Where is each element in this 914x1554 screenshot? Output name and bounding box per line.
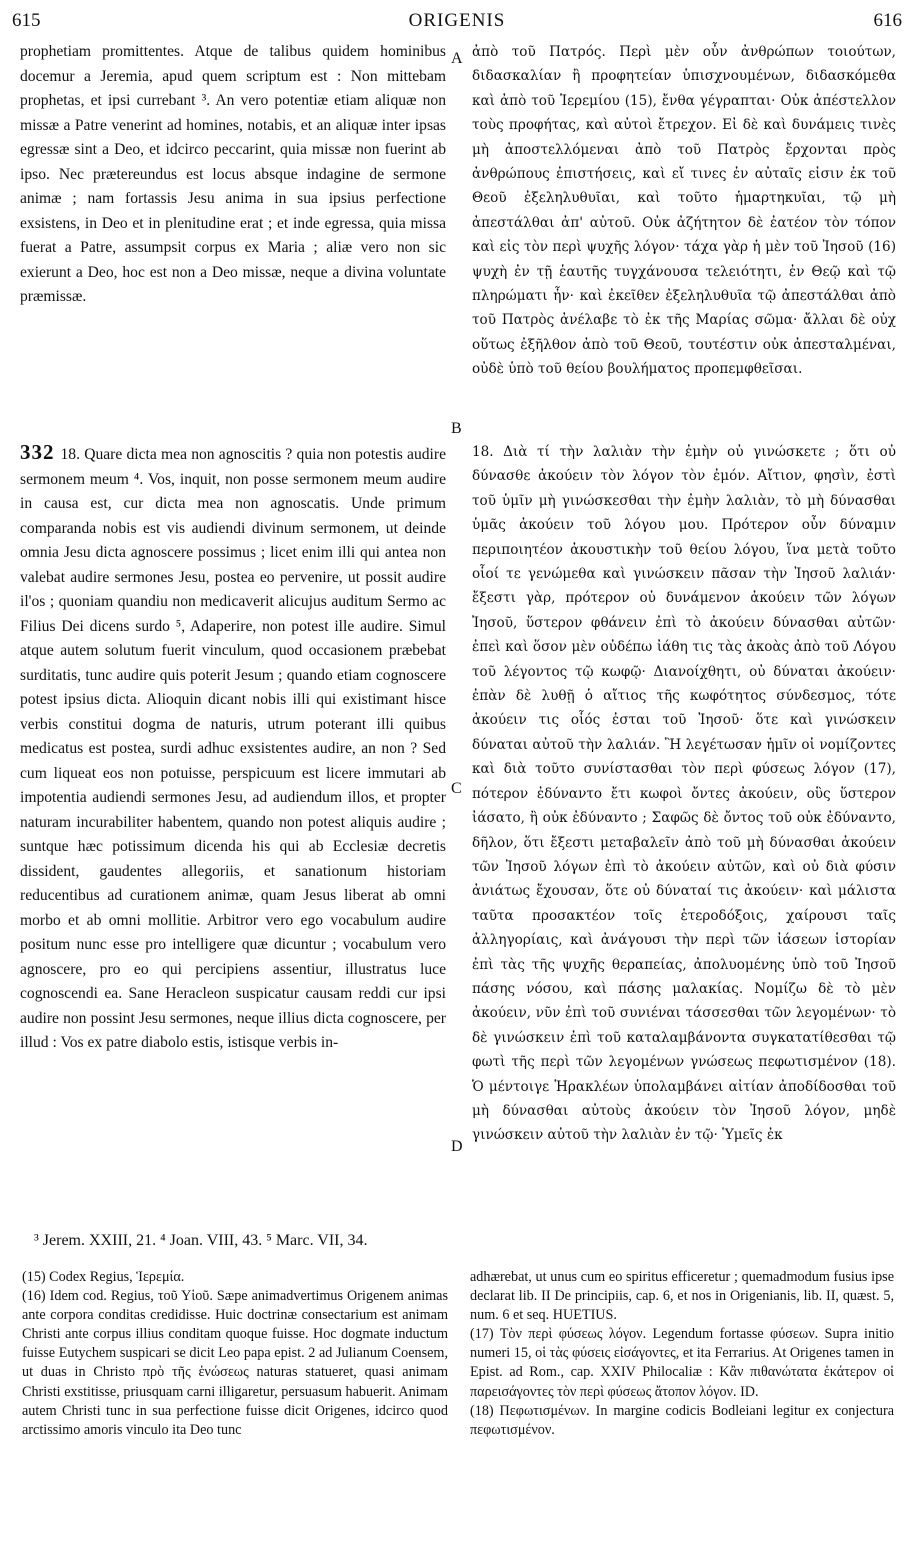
greek-paragraph-18: 18. Διὰ τί τὴν λαλιὰν τὴν ἐμὴν οὐ γινώσκετε ; ὅτι οὐ δύνασθε ἀκούειν τὸν λόγον τὸν ἐμόν. Αἴτιον, φησὶν, ἐστὶ τοῦ ὑμῖν μὴ γινώσκεσθαι τὴν ἐμὴν λαλιὰν, τὸ μὴ δύνασθαι ὑμᾶς ἀκούειν τοῦ λόγου μου. Πρότερον οὖν δύναμιν περιποιητέον ἀκουστικὴν τοῦ θείου λόγου, ἵνα μετὰ τοῦτο οἷοί τε γενώμεθα καὶ γινώσκειν πᾶσαν τὴν Ἰησοῦ λαλιάν· ἔξεστι γὰρ, πρότερον οὐ δυνάμενον ἀκούειν τῶν λόγων Ἰησοῦ, ὕστερον φθάνειν ἐπὶ τὸ ἀκούειν δύνασθαι αὐτῶν· ἐπεὶ καὶ ὅσον μὲν οὐδέπω ἰάθη τις τὰς ἀκοὰς ἀπὸ τοῦ Λόγου τοῦ λέγοντος τῷ κωφῷ· Διανοίχθητι, οὐ δύναται ἀκούειν· ἐπὰν δὲ λυθῇ ὁ αἴτιος τῆς κωφότητος σύνδεσμος, τότε ἀκούειν τις οἷός ἐσται τοῦ Ἰησοῦ· ὅτε καὶ γινώσκειν δύναται αὐτοῦ τὴν λαλιάν. Ἢ λεγέτωσαν ἡμῖν οἱ νομίζοντες καὶ διὰ τοῦτο συνίστασθαι τὸν περὶ φύσεως λόγον (17), πότερον ἐδύναντο ἔτι κωφοὶ ὄντες ἀκούειν, οὓς ὕστερον ἰάσατο, ἢ οὐκ ἐδύναντο ; Σαφῶς δὲ ὄντος τοῦ οὐκ ἐδύναντο, δῆλον, ὅτι ἔξεστι μεταβαλεῖν ἀπὸ τοῦ μὴ δύνασθαι ἀκούειν τῶν Ἰησοῦ λόγων ἐπὶ τὸ ἀκούειν αὐτῶν, καὶ οὐ διὰ φύσιν ἀνιάτως ἔχουσαν, ὅτε οὐ δύναταί τις ἀκούειν· καὶ μάλιστα ταῦτα προσακτέον τοῖς ἑτεροδόξοις, χαίρουσι ταῖς ἀλληγορίαις, καὶ ἀνάγουσι τὴν περὶ τῶν ἰάσεων ἱστορίαν ἐπὶ τὰς τῆς ψυχῆς θεραπείας, ἀπολυομένης ὑπὸ τοῦ Ἰησοῦ πάσης νόσου, καὶ πάσης μαλακίας. Νομίζω δὲ τὸ μὲν ἀκούειν, νῦν ἐπὶ τοῦ συνιέναι τάσσεσθαι τῶν λεγομένων· τὸ δὲ γινώσκειν ἐπὶ τοῦ καταλαμβάνοντα συγκατατίθεσθαι τῷ φωτὶ τῆς περὶ τῶν λεγομένων γνώσεως πεφωτισμένον (18). Ὁ μέντοιγε Ἡρακλέων ὑπολαμβάνει αἰτίαν ἀποδίδοσθαι τοῦ μὴ δύνασθαι αὐτοὺς ἀκούειν τὸν Ἰησοῦ λόγον, μηδὲ γινώσκειν αὐτοῦ τὴν λαλιὰν ἐν τῷ· Ὑμεῖς ἐκ (472, 444, 896, 1144)
latin-column-part-1 (20, 40, 446, 310)
margin-letter-a: A (451, 50, 463, 67)
footnotes-right-column (470, 1268, 894, 1440)
footnote-18: (18) Πεφωτισμένων. In margine codicis Bodleiani legitur ex conjectura πεφωτισμένον. (470, 1402, 894, 1438)
footnote-16: (16) Idem cod. Regius, τοῦ Υἱοῦ. Sæpe animadvertimus Origenem animas ante corpora conditas credidisse. Huic doctrinæ consectarium est animam Christi ante corpus illius conditam quoque fuisse. Hoc dogmate inductum fuisse Eutychem suspicari se dicit Leo papa epist. 2 ad Julianum Coensem, ut duas in Christo πρὸ τῆς ἑνώσεως naturas statueret, quasi animam Christi exstitisse, priusquam carni illigaretur, persuasum habuerit. Animam autem Christi tunc in sua perfectione fuisse dicit Origenes, idcirco quod arctissimo amoris vinculo ita Deo tunc (22, 1288, 448, 1438)
page-title: ORIGENIS (408, 10, 506, 31)
greek-paragraph-1: ἀπὸ τοῦ Πατρός. Περὶ μὲν οὖν ἀνθρώπων τοιούτων, διδασκαλίαν ἢ προφητείαν ὑπισχνουμένων, διδασκόμεθα καὶ ἀπὸ τοῦ Ἱερεμίου (15), ἔνθα γέγραπται· Οὐκ ἀπέστελλον τοὺς προφήτας, καὶ αὐτοὶ ἔτρεχον. Εἰ δὲ καὶ δυνάμεις τινὲς μὴ ἀποστελλόμεναι ἀπὸ τοῦ Πατρὸς ἔρχονται πρὸς ἀνθρώπους ἐπιστήσεις, καὶ εἴ τινες ἐν αὐταῖς εἰσιν ἐκ τοῦ Θεοῦ ἐξεληλυθυῖαι, καὶ τοῦτο ἡμαρτηκυῖαι, τῷ μὴ ἀπεστάλθαι ἀπ' αὐτοῦ. Οὐκ ἀζήτητον δὲ ἐατέον τὸν τόπον καὶ εἰς τὸν περὶ ψυχῆς λόγον· τάχα γὰρ ἡ μὲν τοῦ Ἰησοῦ (16) ψυχὴ ἐν τῇ ἑαυτῆς τυγχάνουσα τελειότητι, ἐν Θεῷ καὶ τῷ πληρώματι ἦν· καὶ ἐκεῖθεν ἐξεληλυθυῖα τῷ ἀπεστάλθαι ἀπὸ τοῦ Πατρὸς ἀνέλαβε τὸ ἐκ τῆς Μαρίας σῶμα· ἄλλαι δὲ οὐχ οὕτως ἐξῆλθον ἀπὸ τοῦ Θεοῦ, τουτέστιν οὐκ ἀπεσταλμέναι, οὐδὲ ὑπὸ τοῦ θείου βουλήματος προπεμφθεῖσαι. (472, 44, 896, 378)
page-number-left: 615 (12, 10, 41, 31)
latin-paragraph-18-text: 18. Quare dicta mea non agnoscitis ? quia non potestis audire sermonem meum ⁴. Vos, inquit, non posse sermonem meum audire in causa est, cur dicta mea non agnoscatis. Unde primum comparanda nobis est vis audiendi divinum sermonem, ut deinde omnia Jesu dicta agnoscere possimus ; licet enim illi qui antea non valebat audire sermones Jesu, postea eo pervenire, ut possit audire il'os ; quoniam quandiu non medicaverit alicujus auditum Sermo ac Filius Dei dicens surdo ⁵, Adaperire, non potest ille audire. Simul atque autem solutum fuerit vinculum, quod occasionem præbebat surditatis, tunc audire quis poterit Jesum ; quando etiam cognoscere potest ipsius dicta. Alioquin dicant nobis illi qui existimant hisce verbis constitui dogma de naturis, utrum poterant illi quibus medicatus est postea, surdi adhuc exsistentes audire, an non ? Sed cum liqueat eos non potuisse, perspicuum est licere immutari ab impotentia audiendi sermones Jesu, ad audiendum illos, et propter naturam incurabiliter habentem, quando non potest aliquis audire ; suntque hæc potissimum dicenda his qui ab Ecclesiæ decretis dissident, gaudentes allegoriis, et sanationum historiam reducentibus ad curationem animæ, quam Jesus liberat ab omni morbo et ab omni mollitie. Arbitror vero ego vocabulum audire positum nunc esse pro intelligere quæ dicuntur ; vocabulum vero agnoscere, pro eo qui percipiens assentiur, illustratus luce cognoscendi ea. Sane Heracleon suspicatur causam reddi cur ipsi audire non possint Jesu sermones, neque illius dicta cognoscere, per illud : Vos ex patre diabolo estis, istisque verbis in- (20, 446, 446, 1051)
latin-paragraph-18 (20, 440, 446, 1056)
margin-letter-b: B (451, 420, 462, 437)
greek-column-part-2 (472, 440, 896, 1148)
page-number-right: 616 (873, 10, 902, 31)
greek-column-part-1 (472, 40, 896, 382)
latin-column-part-2 (20, 440, 446, 1056)
latin-paragraph-1: prophetiam promittentes. Atque de talibus quidem hominibus docemur a Jeremia, apud quem scriptum est : Non mittebam prophetas, et ipsi currebant ³. An vero potentiæ etiam aliquæ non missæ a Patre venerint ad homines, notabis, et an aliquæ inter ipsas egressæ sint a Deo, et idcirco peccarint, quia missæ non fuerint ab ipso. Nec prætereundus est locus absque indagine de sermone animæ ; nam fortassis Jesu anima in sua ipsius perfectione exsistens, in Deo et in plenitudine erat ; et inde egressa, quia missa fuerat a Patre, assumpsit corpus ex Maria ; aliæ vero non sic exierunt a Deo, hoc est non a Deo missæ, neque a divina voluntate præmissæ. (20, 43, 446, 305)
footnote-16-continued: adhærebat, ut unus cum eo spiritus efficeretur ; quemadmodum fusius ipse declarat lib. II De principiis, cap. 6, et nos in Origenianis, lib. II, quæst. 5, num. 6 et seq. HUETIUS. (470, 1269, 894, 1324)
margin-letter-c: C (451, 780, 462, 797)
footnote-17: (17) Τὸν περὶ φύσεως λόγον. Legendum fortasse φύσεων. Supra initio numeri 15, οἱ τὰς φύσεις εἰσάγοντες, et ita Ferrarius. At Origenes tamen in Epist. ad Rom., cap. XXIV Philocaliæ : Κἂν πιθανώτατα ἑκάτερον οἱ παρεισάγοντες τὸν περὶ φύσεως ἄτοπον λόγον. ID. (470, 1326, 894, 1400)
section-number: 332 (20, 440, 55, 464)
margin-letter-d: D (451, 1138, 463, 1155)
footnotes-left-column (22, 1268, 448, 1440)
running-header (0, 10, 914, 36)
scripture-references: ³ Jerem. XXIII, 21. ⁴ Joan. VIII, 43. ⁵ Marc. VII, 34. (34, 1232, 368, 1249)
footnote-15: (15) Codex Regius, Ἱερεμία. (22, 1269, 185, 1285)
